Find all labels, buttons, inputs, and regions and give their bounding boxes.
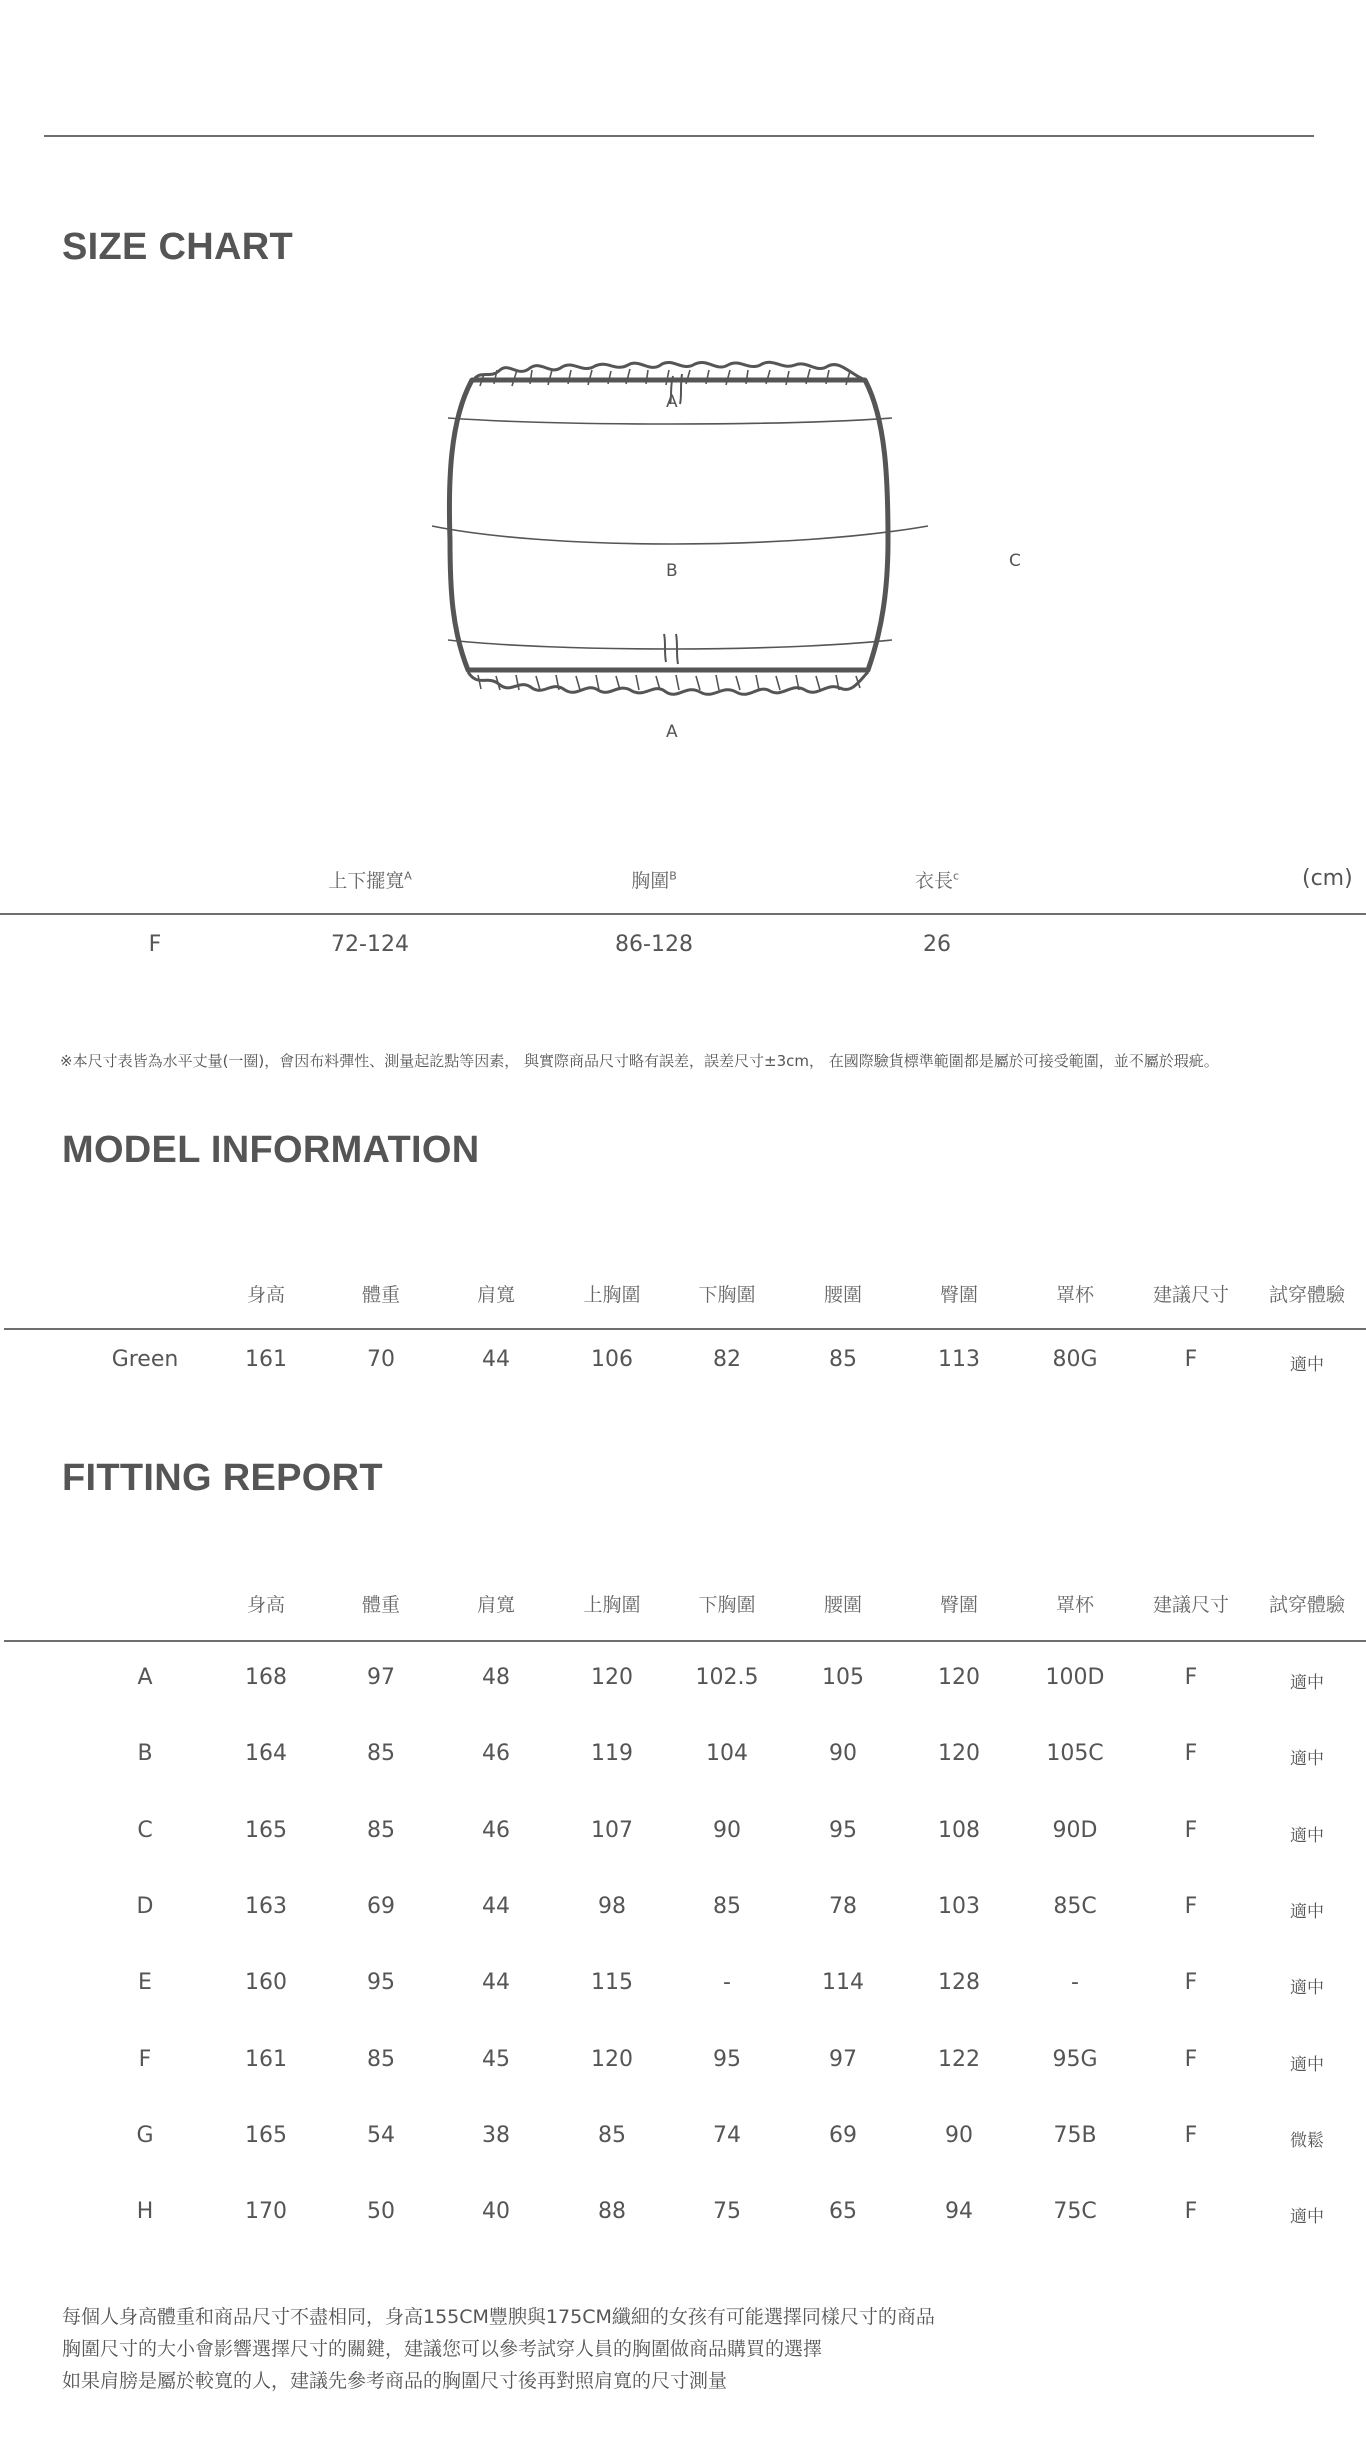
- fitting-cell: 94: [945, 2199, 973, 2225]
- fitting-cell: F: [1184, 1893, 1198, 1919]
- fitting-cell: 75B: [1053, 2122, 1097, 2148]
- fitting-cell: 適中: [1290, 2207, 1324, 2228]
- fitting-cell: 85: [367, 1817, 395, 1843]
- footer-note-1: 每個人身高體重和商品尺寸不盡相同，身高155CM豐腴與175CM纖細的女孩有可能選擇同樣尺寸的商品: [62, 2306, 935, 2328]
- fitting-cell: 45: [482, 2046, 510, 2072]
- fitting-cell: F: [1184, 2046, 1198, 2072]
- model-header-4: 上胸圍: [583, 1284, 641, 1306]
- fitting-cell: 165: [245, 2122, 287, 2148]
- fitting-cell: 168: [245, 1665, 287, 1690]
- fitting-cell: 85: [598, 2122, 626, 2148]
- fitting-cell: 46: [482, 1817, 510, 1843]
- fitting-cell: 38: [482, 2122, 510, 2148]
- fitting-cell: 69: [367, 1893, 395, 1919]
- fitting-cell: 128: [938, 1970, 980, 1996]
- fitting-cell: 164: [245, 1741, 287, 1767]
- fitting-header-5: 下胸圍: [698, 1594, 756, 1616]
- fitting-header-9: 建議尺寸: [1152, 1594, 1230, 1616]
- diagram-label-middle: B: [666, 561, 678, 581]
- fitting-cell: 90: [945, 2122, 973, 2148]
- fitting-header-4: 上胸圍: [583, 1594, 641, 1616]
- fitting-cell: 44: [482, 1970, 510, 1996]
- model-cell: 106: [591, 1347, 633, 1372]
- fitting-cell: 85: [367, 1741, 395, 1767]
- fitting-cell: 40: [482, 2199, 510, 2225]
- fitting-cell: 適中: [1290, 1673, 1324, 1693]
- fitting-cell: 75C: [1053, 2199, 1097, 2225]
- fitting-cell: 適中: [1290, 1749, 1324, 1770]
- size-value-bust: 86-128: [615, 932, 693, 957]
- fitting-cell: 78: [829, 1893, 857, 1919]
- fitting-cell: 98: [598, 1893, 626, 1919]
- model-cell: 80G: [1052, 1347, 1098, 1372]
- fitting-cell: 95: [829, 1817, 857, 1843]
- footer-note-3: 如果肩膀是屬於較寬的人，建議先參考商品的胸圍尺寸後再對照肩寬的尺寸測量: [62, 2370, 728, 2392]
- model-header-9: 建議尺寸: [1152, 1284, 1230, 1306]
- model-divider: [4, 1328, 1366, 1330]
- fitting-row-name: H: [136, 2199, 154, 2225]
- fitting-cell: 105: [822, 1665, 864, 1690]
- fitting-cell: 163: [245, 1893, 287, 1919]
- model-header-8: 罩杯: [1055, 1284, 1095, 1306]
- model-header-5: 下胸圍: [698, 1284, 756, 1306]
- fitting-header-1: 身高: [246, 1594, 286, 1616]
- fitting-divider: [4, 1640, 1366, 1642]
- fitting-cell: 120: [938, 1665, 980, 1690]
- fitting-cell: 75: [713, 2199, 741, 2225]
- size-table-divider: [0, 913, 1366, 915]
- fitting-report-title: FITTING REPORT: [62, 1457, 383, 1499]
- model-header-10: 試穿體驗: [1268, 1284, 1346, 1306]
- fitting-cell: 97: [367, 1665, 395, 1690]
- fitting-cell: 104: [706, 1741, 748, 1767]
- fitting-cell: F: [1184, 2122, 1198, 2148]
- fitting-cell: 170: [245, 2199, 287, 2225]
- fitting-cell: 165: [245, 1817, 287, 1843]
- fitting-cell: -: [1071, 1970, 1079, 1996]
- model-row-name: Green: [111, 1347, 179, 1372]
- fitting-cell: 160: [245, 1970, 287, 1996]
- fitting-cell: 69: [829, 2122, 857, 2148]
- fitting-cell: 114: [822, 1970, 864, 1996]
- model-cell: 113: [938, 1347, 980, 1372]
- model-header-3: 肩寬: [476, 1284, 516, 1306]
- model-cell: 161: [245, 1347, 287, 1372]
- fitting-cell: 適中: [1290, 1978, 1324, 1999]
- fitting-cell: 105C: [1046, 1741, 1104, 1767]
- diagram-label-bottom: A: [666, 722, 678, 742]
- fitting-cell: 107: [591, 1817, 633, 1843]
- size-unit: (cm): [1302, 866, 1353, 891]
- top-divider: [44, 135, 1314, 137]
- fitting-header-6: 腰圍: [823, 1594, 863, 1616]
- garment-diagram: [420, 340, 940, 760]
- fitting-cell: 90D: [1052, 1817, 1098, 1843]
- fitting-row-name: C: [137, 1817, 153, 1843]
- fitting-cell: 65: [829, 2199, 857, 2225]
- fitting-cell: 46: [482, 1741, 510, 1767]
- size-value-length: 26: [923, 932, 951, 957]
- fitting-cell: 120: [938, 1741, 980, 1767]
- model-cell: 85: [829, 1347, 857, 1372]
- fitting-cell: 122: [938, 2046, 980, 2072]
- fitting-cell: 120: [591, 1665, 633, 1690]
- fitting-cell: 50: [367, 2199, 395, 2225]
- fitting-row-name: F: [138, 2046, 152, 2072]
- fitting-row-name: D: [136, 1893, 154, 1919]
- model-cell: 適中: [1290, 1355, 1324, 1375]
- fitting-cell: F: [1184, 1970, 1198, 1996]
- fitting-cell: F: [1184, 2199, 1198, 2225]
- fitting-row-name: A: [137, 1665, 153, 1690]
- diagram-label-side: C: [1009, 551, 1021, 571]
- fitting-header-3: 肩寬: [476, 1594, 516, 1616]
- size-chart-title: SIZE CHART: [62, 226, 293, 268]
- footer-note-2: 胸圍尺寸的大小會影響選擇尺寸的關鍵，建議您可以參考試穿人員的胸圍做商品購買的選擇: [62, 2338, 823, 2360]
- fitting-cell: 95G: [1052, 2046, 1098, 2072]
- model-header-1: 身高: [246, 1284, 286, 1306]
- model-header-6: 腰圍: [823, 1284, 863, 1306]
- fitting-row-name: B: [137, 1741, 153, 1767]
- fitting-cell: 119: [591, 1741, 633, 1767]
- size-col-bust: 胸圍$^B$: [631, 869, 677, 892]
- size-value-hem: 72-124: [331, 932, 409, 957]
- fitting-header-7: 臀圍: [939, 1594, 979, 1616]
- fitting-cell: 85C: [1053, 1893, 1097, 1919]
- fitting-cell: 48: [482, 1665, 510, 1690]
- model-header-2: 體重: [361, 1284, 401, 1306]
- fitting-cell: 適中: [1290, 2054, 1324, 2075]
- model-cell: F: [1184, 1347, 1198, 1372]
- fitting-cell: 90: [713, 1817, 741, 1843]
- fitting-cell: 102.5: [695, 1665, 759, 1690]
- diagram-label-top: A: [666, 392, 678, 412]
- fitting-cell: 100D: [1045, 1665, 1105, 1690]
- fitting-cell: 44: [482, 1893, 510, 1919]
- model-header-7: 臀圍: [939, 1284, 979, 1306]
- size-col-length: 衣長$^c$: [914, 869, 960, 892]
- fitting-cell: 115: [591, 1970, 633, 1996]
- fitting-cell: F: [1184, 1665, 1198, 1690]
- fitting-cell: 適中: [1290, 1825, 1324, 1846]
- model-cell: 82: [713, 1347, 741, 1372]
- fitting-cell: 適中: [1290, 1901, 1324, 1922]
- fitting-cell: 95: [367, 1970, 395, 1996]
- fitting-header-10: 試穿體驗: [1268, 1594, 1346, 1616]
- fitting-cell: 120: [591, 2046, 633, 2072]
- size-col-hem-width: 上下擺寬$^A$: [328, 869, 412, 892]
- model-info-title: MODEL INFORMATION: [62, 1129, 480, 1171]
- fitting-cell: 88: [598, 2199, 626, 2225]
- model-cell: 44: [482, 1347, 510, 1372]
- fitting-cell: 74: [713, 2122, 741, 2148]
- fitting-cell: 90: [829, 1741, 857, 1767]
- fitting-cell: F: [1184, 1741, 1198, 1767]
- fitting-cell: 85: [713, 1893, 741, 1919]
- fitting-cell: 161: [245, 2046, 287, 2072]
- fitting-cell: 103: [938, 1893, 980, 1919]
- fitting-row-name: E: [138, 1970, 152, 1996]
- fitting-header-2: 體重: [361, 1594, 401, 1616]
- fitting-cell: 54: [367, 2122, 395, 2148]
- fitting-cell: 97: [829, 2046, 857, 2072]
- fitting-cell: -: [723, 1970, 731, 1996]
- fitting-cell: 108: [938, 1817, 980, 1843]
- fitting-cell: F: [1184, 1817, 1198, 1843]
- fitting-cell: 85: [367, 2046, 395, 2072]
- size-note: ※本尺寸表皆為水平丈量(一圈)，會因布料彈性、測量起訖點等因素， 與實際商品尺寸略有誤差，誤差尺寸±3cm， 在國際驗貨標準範圍都是屬於可接受範圍，並不屬於瑕疵。: [60, 1052, 1219, 1070]
- fitting-cell: 95: [713, 2046, 741, 2072]
- size-row-label: F: [148, 932, 162, 957]
- fitting-row-name: G: [136, 2122, 154, 2148]
- fitting-header-8: 罩杯: [1055, 1594, 1095, 1616]
- fitting-cell: 微鬆: [1290, 2130, 1324, 2151]
- model-cell: 70: [367, 1347, 395, 1372]
